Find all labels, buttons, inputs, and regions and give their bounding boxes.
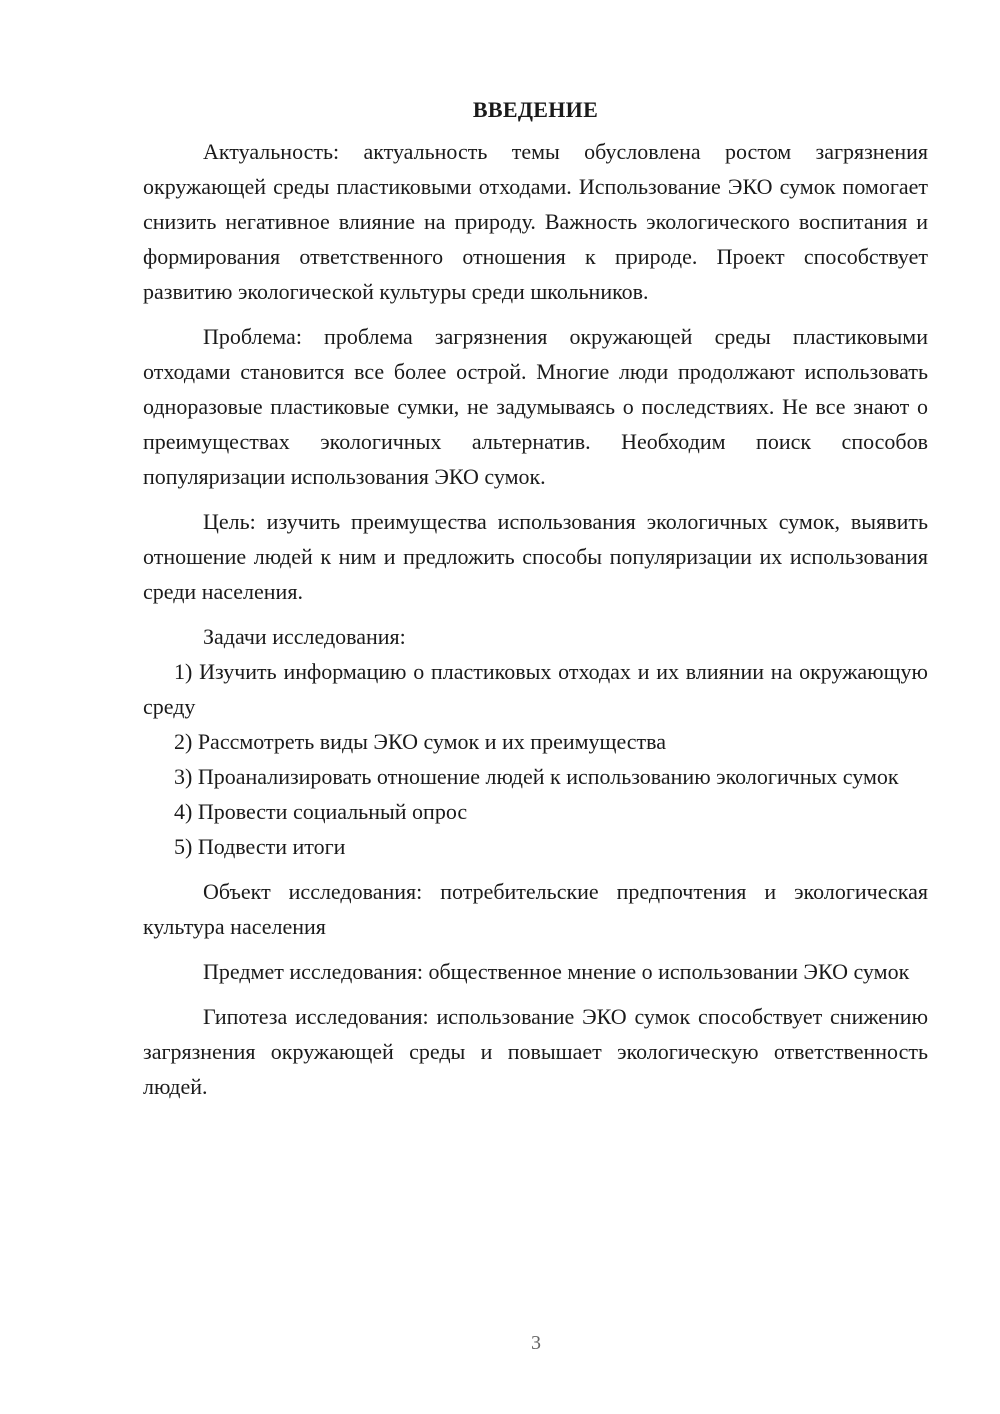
tasks-heading: Задачи исследования: [203,624,406,649]
relevance-paragraph: Актуальность: актуальность темы обусловлена ростом загрязнения окружающей среды пластиковыми отходами. Использование ЭКО сумок помогает снизить негативное влияние на природу. Важность экологического воспитания и формирования ответственного отношения к природе. Проект способствует развитию экологической культуры среди школьников. [143,139,928,304]
list-item: 1) Изучить информацию о пластиковых отходах и их влиянии на окружающую среду [143,659,928,719]
subject-paragraph: Предмет исследования: общественное мнение о использовании ЭКО сумок [203,959,910,984]
page-number: 3 [531,1332,541,1354]
problem-paragraph: Проблема: проблема загрязнения окружающей среды пластиковыми отходами становится все более острой. Многие люди продолжают использовать одноразовые пластиковые сумки, не задумываясь о последствиях. Не все знают о преимуществах экологичных альтернатив. Необходим поиск способов популяризации использования ЭКО сумок. [143,324,928,489]
object-paragraph: Объект исследования: потребительские предпочтения и экологическая культура населения [143,879,928,939]
list-item: 2) Рассмотреть виды ЭКО сумок и их преимущества [174,729,667,754]
document-page [143,90,928,1104]
list-item: 4) Провести социальный опрос [174,799,468,824]
hypothesis-paragraph: Гипотеза исследования: использование ЭКО сумок способствует снижению загрязнения окружающей среды и повышает экологическую ответственность людей. [143,1004,928,1099]
page-title: ВВЕДЕНИЕ [472,97,599,122]
list-item: 3) Проанализировать отношение людей к использованию экологичных сумок [174,764,899,789]
list-item: 5) Подвести итоги [174,834,346,859]
goal-paragraph: Цель: изучить преимущества использования экологичных сумок, выявить отношение людей к ним и предложить способы популяризации их использования среди населения. [143,509,928,604]
tasks-list [143,654,928,864]
